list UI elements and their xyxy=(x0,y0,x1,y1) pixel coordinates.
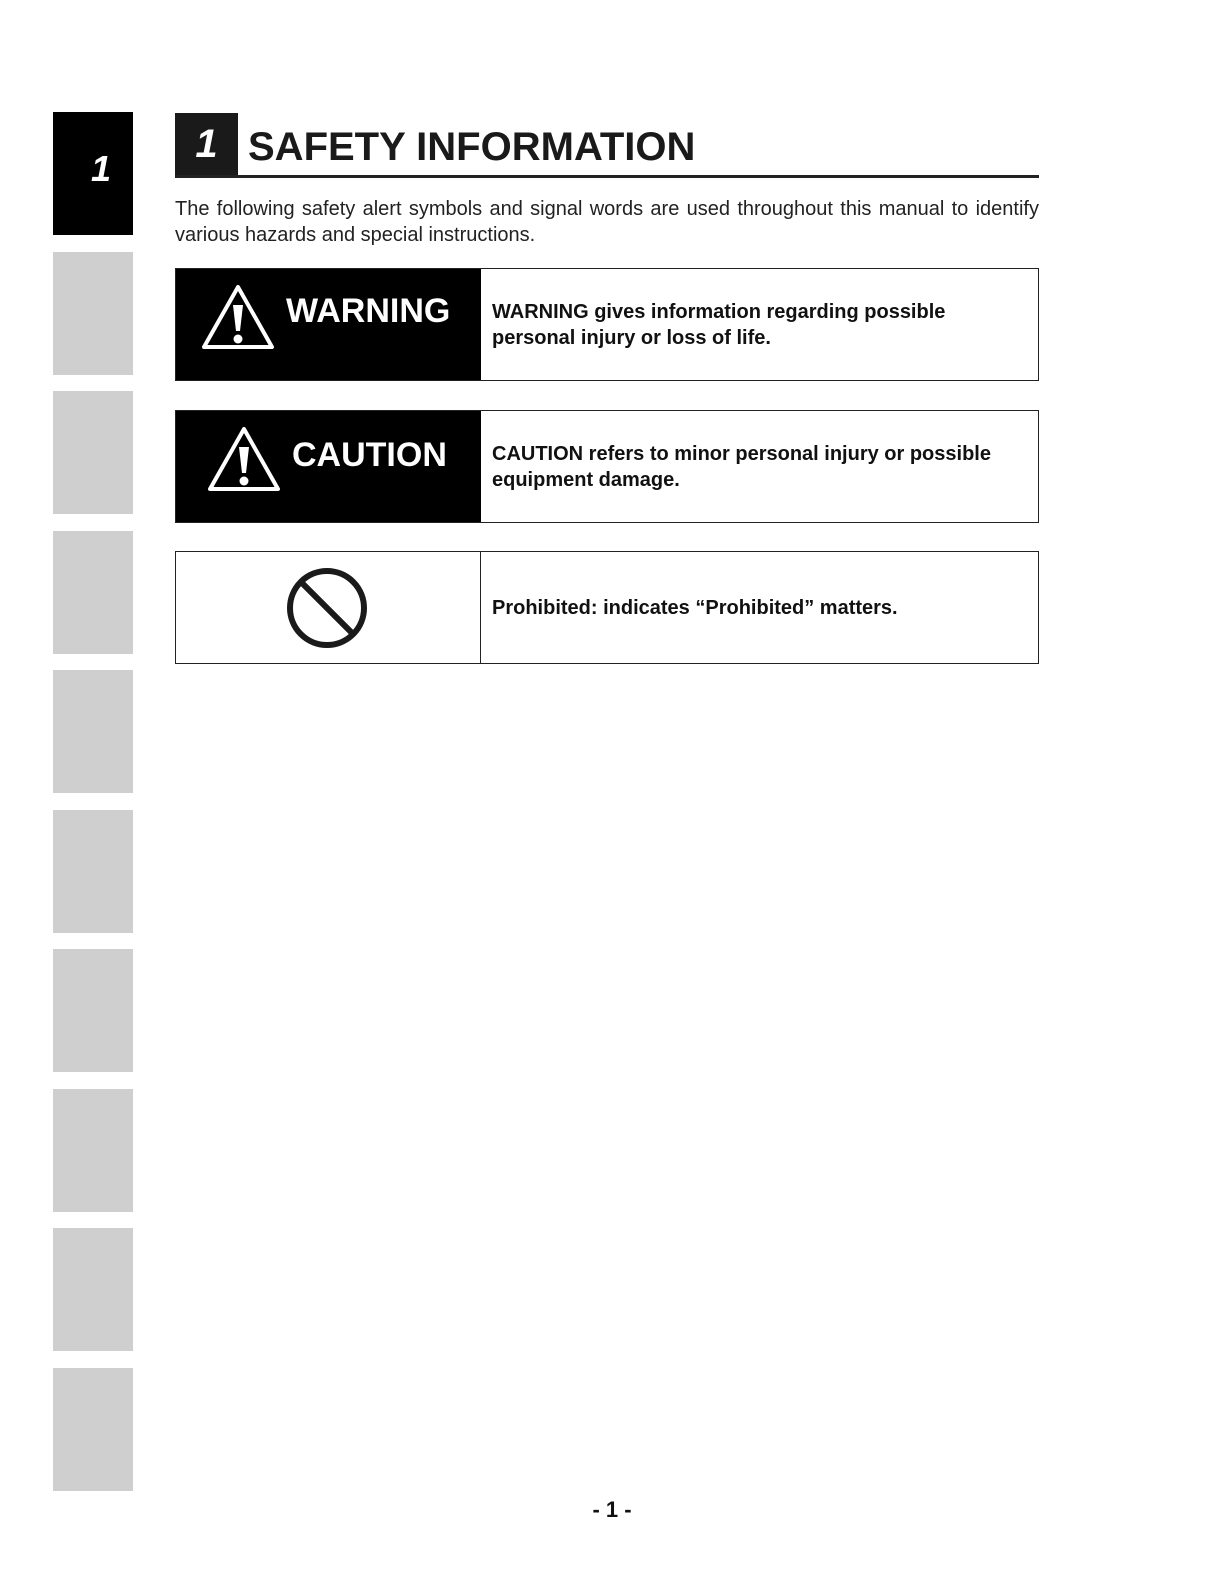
section-title: SAFETY INFORMATION xyxy=(248,125,696,169)
intro-paragraph: The following safety alert symbols and signal words are used throughout this manual to identify various hazards and special instructions. xyxy=(175,198,1039,246)
warning-word: WARNING xyxy=(286,292,451,330)
prohibited-label xyxy=(176,552,481,663)
chapter-tab xyxy=(53,1089,133,1212)
prohibited-icon xyxy=(285,566,369,650)
caution-description: CAUTION refers to minor personal injury or possible equipment damage. xyxy=(492,442,991,491)
chapter-tab xyxy=(53,1228,133,1351)
chapter-tab xyxy=(53,1368,133,1491)
warning-box xyxy=(175,268,1039,381)
warning-description: WARNING gives information regarding possible personal injury or loss of life. xyxy=(492,300,946,349)
page-number: - 1 - xyxy=(592,1497,632,1522)
section-number: 1 xyxy=(175,113,238,175)
chapter-tab xyxy=(53,391,133,514)
caution-triangle-icon xyxy=(206,425,282,493)
warning-description-cell xyxy=(482,269,1032,380)
chapter-tab-active xyxy=(53,112,133,235)
chapter-tab xyxy=(53,670,133,793)
warning-label xyxy=(176,269,481,380)
prohibited-description-cell xyxy=(482,552,1032,663)
chapter-tab-label: 1 xyxy=(91,148,112,189)
chapter-tab xyxy=(53,810,133,933)
caution-box xyxy=(175,410,1039,523)
caution-word: CAUTION xyxy=(292,436,447,474)
chapter-tab xyxy=(53,252,133,375)
prohibited-description: Prohibited: indicates “Prohibited” matters. xyxy=(492,596,898,619)
chapter-tab xyxy=(53,531,133,654)
chapter-tab xyxy=(53,949,133,1072)
caution-description-cell xyxy=(482,411,1032,522)
caution-label xyxy=(176,411,481,522)
warning-triangle-icon xyxy=(200,283,276,351)
prohibited-box xyxy=(175,551,1039,664)
section-heading xyxy=(175,113,1039,178)
